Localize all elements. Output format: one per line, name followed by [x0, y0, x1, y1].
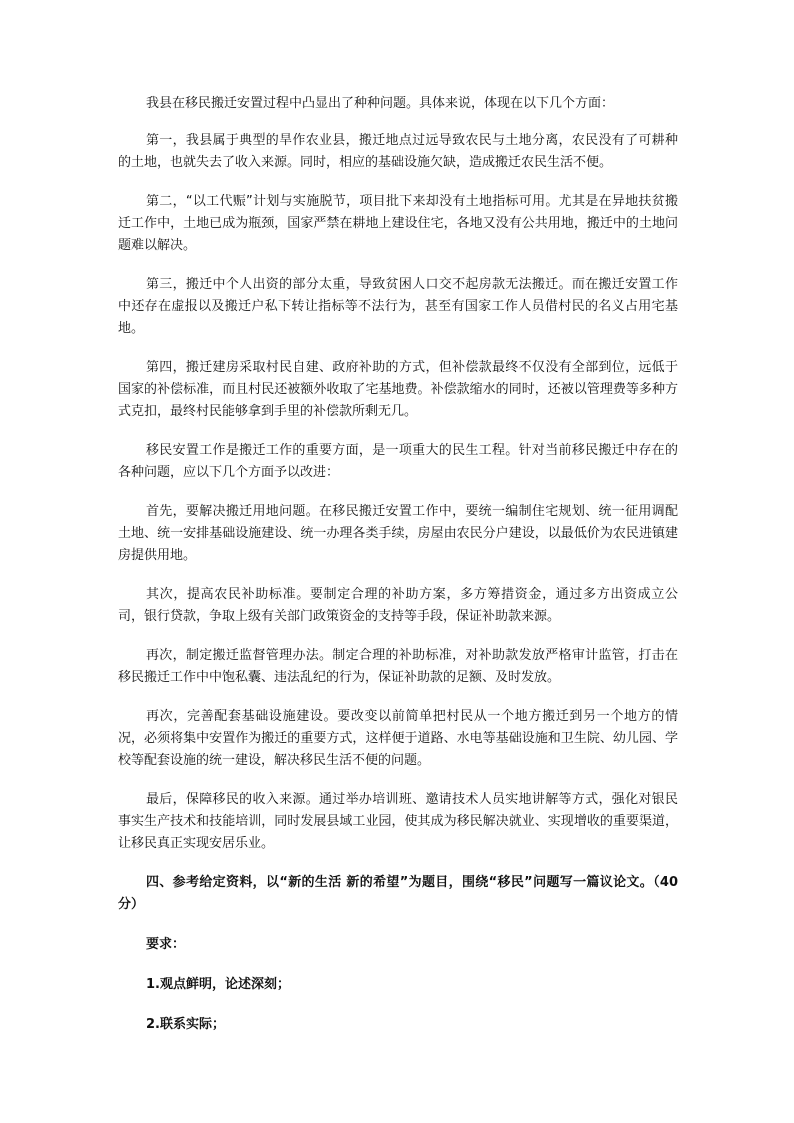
paragraph-solution-subsidy: 其次，提高农民补助标准。要制定合理的补助方案，多方筹措资金，通过多方出资成立公司，银行贷款，争取上级有关部门政策资金的支持等手段，保证补助款来源。: [118, 587, 678, 624]
paragraph-intro: 我县在移民搬迁安置过程中凸显出了种种问题。具体来说，体现在以下几个方面：: [146, 96, 615, 111]
paragraph-solution-supervision: 再次，制定搬迁监督管理办法。制定合理的补助标准，对补助款发放严格审计监管，打击在移民搬迁工作中中饱私囊、违法乱纪的行为，保证补助款的足额、及时发放。: [118, 648, 678, 685]
paragraph-solution-income: 最后，保障移民的收入来源。通过举办培训班、邀请技术人员实地讲解等方式，强化对银民事实生产技术和技能培训，同时发展县域工业园，使其成为移民解决就业、实现增收的重要渠道，让移民真正实现安居乐业。: [118, 792, 678, 851]
paragraph-second-issue: 第二，“以工代赈”计划与实施脱节，项目批下来却没有土地指标可用。尤其是在异地扶贫搬迁工作中，土地已成为瓶颈，国家严禁在耕地上建设住宅，各地又没有公共用地，搬迁中的土地问题难以解决。: [118, 194, 678, 253]
essay-question: 四、参考给定资料，以“新的生活 新的希望”为题目，围绕“移民”问题写一篇议论文。（40分）: [118, 875, 678, 912]
requirements-heading: 要求：: [146, 937, 186, 952]
paragraph-third-issue: 第三，搬迁中个人出资的部分太重，导致贫困人口交不起房款无法搬迁。而在搬迁安置工作中还存在虚报以及搬迁户私下转让指标等不法行为，甚至有国家工作人员借村民的名义占用宅基地。: [118, 277, 678, 336]
paragraph-fourth-issue: 第四，搬迁建房采取村民自建、政府补助的方式，但补偿款最终不仅没有全部到位，远低于国家的补偿标准，而且村民还被额外收取了宅基地费。补偿款缩水的同时，还被以管理费等多种方式克扣，最终村民能够拿到手里的补偿款所剩无几。: [118, 360, 678, 419]
paragraph-solution-infrastructure: 再次，完善配套基础设施建设。要改变以前简单把村民从一个地方搬迁到另一个地方的情况，必须将集中安置作为搬迁的重要方式，这样便于道路、水电等基础设施和卫生院、幼儿园、学校等配套设施的统一建设，解决移民生活不便的问题。: [118, 709, 678, 768]
paragraph-solution-land: 首先，要解决搬迁用地问题。在移民搬迁安置工作中，要统一编制住宅规划、统一征用调配土地、统一安排基础设施建设、统一办理各类手续，房屋由农民分户建设，以最低价为农民进镇建房提供用地。: [118, 504, 678, 563]
paragraph-first-issue: 第一，我县属于典型的旱作农业县，搬迁地点过远导致农民与土地分离，农民没有了可耕种的土地，也就失去了收入来源。同时，相应的基础设施欠缺，造成搬迁农民生活不便。: [118, 133, 678, 170]
document-body: [118, 93, 678, 1054]
requirement-item: 2.联系实际；: [146, 1017, 225, 1032]
requirement-item: 1.观点鲜明，论述深刻；: [146, 977, 290, 992]
paragraph-improvement-intro: 移民安置工作是搬迁工作的重要方面，是一项重大的民生工程。针对当前移民搬迁中存在的各种问题，应以下几个方面予以改进：: [118, 443, 678, 480]
